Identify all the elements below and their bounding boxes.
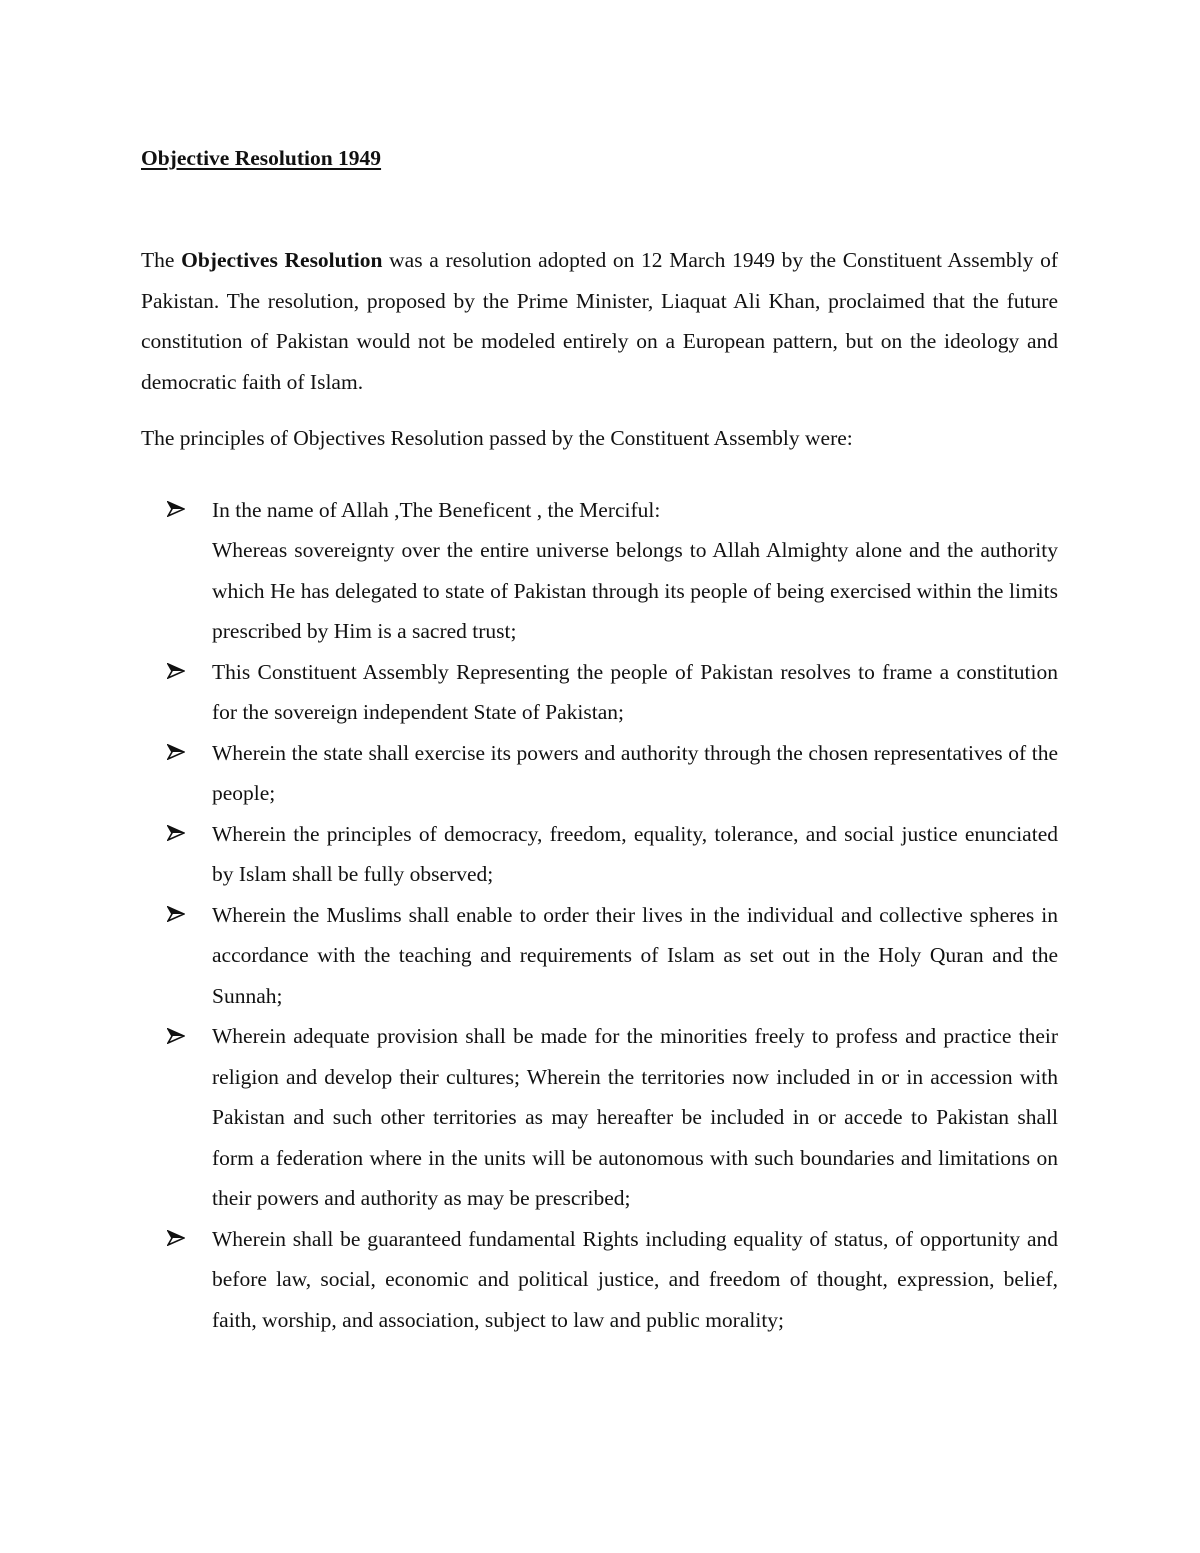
list-item [141,1219,1058,1341]
arrowhead-bullet-icon [164,1016,188,1057]
intro-text-start: The [141,248,182,272]
arrowhead-bullet-icon [164,652,188,693]
list-item [141,652,1058,733]
arrowhead-bullet-icon [164,814,188,855]
arrowhead-bullet-icon [164,733,188,774]
principles-heading: The principles of Objectives Resolution passed by the Constituent Assembly were: [141,426,853,450]
arrowhead-bullet-icon [164,895,188,936]
list-item-text: Wherein the principles of democracy, freedom, equality, tolerance, and social justice enunciated by Islam shall be fully observed; [212,821,1058,886]
principles-list [141,490,1058,1341]
list-item-text: Wherein adequate provision shall be made for the minorities freely to profess and practice their religion and develop their cultures; Wherein the territories now included in or in accession with Pakistan and such other territories as may hereafter be included in or accede to Pakistan shall form a federation where in the units will be autonomous with such boundaries and limitations on their powers and authority as may be prescribed; [212,1024,1058,1210]
list-item-text: Wherein the Muslims shall enable to order their lives in the individual and collective spheres in accordance with the teaching and requirements of Islam as set out in the Holy Quran and the Sunnah; [212,902,1058,1008]
list-item-text: Wherein shall be guaranteed fundamental Rights including equality of status, of opportunity and before law, social, economic and political justice, and freedom of thought, expression, belief, faith, worship, and association, subject to law and public morality; [212,1226,1058,1332]
document-body [141,138,1058,1340]
list-item-text: In the name of Allah ,The Beneficent , the Merciful: [212,497,661,522]
list-item [141,490,1058,652]
list-item-text: This Constituent Assembly Representing the people of Pakistan resolves to frame a constitution for the sovereign independent State of Pakistan; [212,659,1058,724]
arrowhead-bullet-icon [164,1219,188,1260]
list-item [141,733,1058,814]
list-item [141,895,1058,1017]
list-item-text: Wherein the state shall exercise its powers and authority through the chosen representatives of the people; [212,740,1058,805]
list-item [141,814,1058,895]
intro-paragraph [141,240,1058,402]
list-item [141,1016,1058,1219]
intro-text-rest: was a resolution adopted on 12 March 1949 by the Constituent Assembly of Pakistan. The resolution, proposed by the Prime Minister, Liaquat Ali Khan, proclaimed that the future constitution of Pakistan would not be modeled entirely on a European pattern, but on the ideology and democratic faith of Islam. [141,248,1058,394]
document-title: Objective Resolution 1949 [141,146,382,170]
intro-bold-term: Objectives Resolution [181,248,383,272]
arrowhead-bullet-icon [164,490,188,531]
list-item-text-continued: Whereas sovereignty over the entire universe belongs to Allah Almighty alone and the authority which He has delegated to state of Pakistan through its people of being exercised within the limits prescribed by Him is a sacred trust; [212,538,1058,643]
